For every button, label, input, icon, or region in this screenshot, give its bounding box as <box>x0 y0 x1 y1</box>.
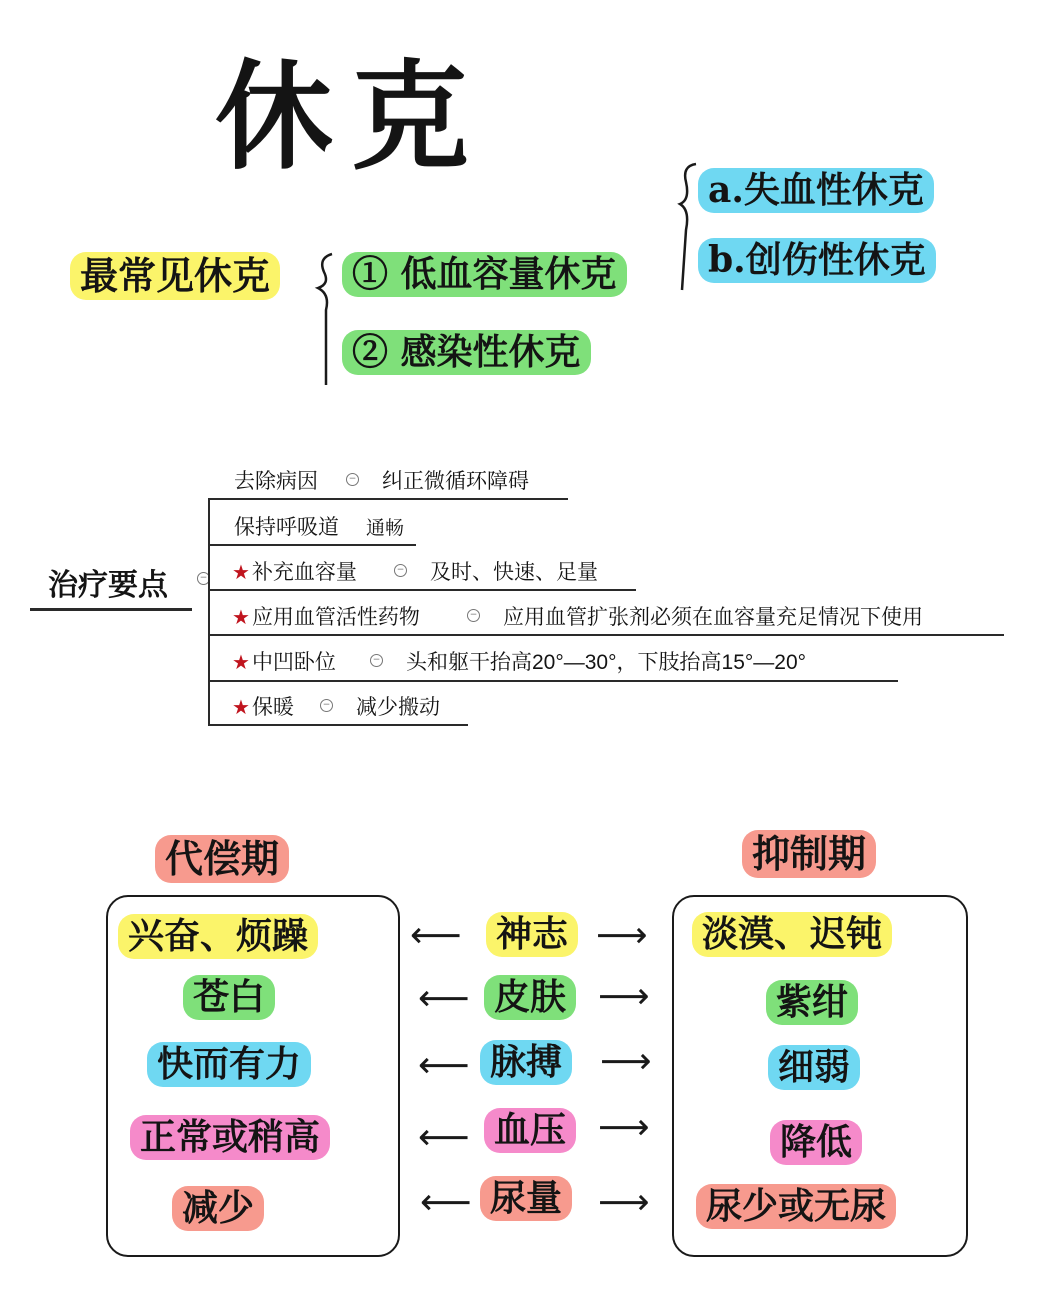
sign-category: 尿量 <box>480 1176 572 1221</box>
left-phase-title: 代偿期 <box>155 835 289 883</box>
left-arrow-icon: ⟵ <box>410 915 462 956</box>
treatment-root: 治疗要点 <box>48 569 168 602</box>
right-arrow-icon: ⟶ <box>600 1041 652 1082</box>
tree-trunk <box>208 500 210 725</box>
branch-line <box>208 498 568 500</box>
subtype-hemorrhagic: a.失血性休克 <box>698 168 934 213</box>
treatment-item-label: 保暖 <box>251 696 294 719</box>
treatment-item-detail: 应用血管扩张剂必须在血容量充足情况下使用 <box>503 606 923 629</box>
sign-category: 脉搏 <box>480 1040 572 1085</box>
treatment-item-label: 中凹卧位 <box>251 651 336 674</box>
right-arrow-icon: ⟶ <box>598 976 650 1017</box>
brace-left <box>310 250 340 390</box>
left-sign: 兴奋、烦躁 <box>118 914 318 959</box>
star-icon: ★ <box>232 652 250 674</box>
star-icon: ★ <box>232 562 250 584</box>
treatment-item-detail: 纠正微循环障碍 <box>382 470 529 493</box>
sign-category: 皮肤 <box>484 975 576 1020</box>
right-sign: 降低 <box>770 1120 862 1165</box>
branch-line <box>208 544 416 546</box>
left-sign: 正常或稍高 <box>130 1115 330 1160</box>
collapse-icon[interactable]: − <box>370 654 383 667</box>
left-sign: 减少 <box>172 1186 264 1231</box>
branch-line <box>208 724 468 726</box>
treatment-item-label-starred <box>232 646 336 676</box>
treatment-item-label: 保持呼吸道 <box>234 516 339 539</box>
left-arrow-icon: ⟵ <box>418 1045 470 1086</box>
right-sign: 尿少或无尿 <box>696 1184 896 1229</box>
right-arrow-icon: ⟶ <box>598 1182 650 1223</box>
treatment-item-label: 补充血容量 <box>251 561 357 584</box>
left-arrow-icon: ⟵ <box>420 1182 472 1223</box>
branch-line <box>208 680 898 682</box>
treatment-item-label: 去除病因 <box>234 470 318 493</box>
right-phase-title: 抑制期 <box>742 830 876 878</box>
right-arrow-icon: ⟶ <box>598 1107 650 1148</box>
collapse-icon[interactable]: − <box>394 564 407 577</box>
collapse-icon[interactable]: − <box>467 609 480 622</box>
branch-line <box>208 634 1004 636</box>
treatment-item-label-starred <box>232 691 294 721</box>
left-sign: 快而有力 <box>147 1042 311 1087</box>
left-arrow-icon: ⟵ <box>418 978 470 1019</box>
right-sign: 紫绀 <box>766 980 858 1025</box>
treatment-item-detail: 头和躯干抬高20°—30°，下肢抬高15°—20° <box>406 651 807 674</box>
sign-category: 血压 <box>484 1108 576 1153</box>
collapse-icon[interactable]: − <box>346 473 359 486</box>
branch-line <box>208 589 636 591</box>
root-underline <box>30 608 192 611</box>
common-shock-label: 最常见休克 <box>70 252 280 300</box>
star-icon: ★ <box>232 697 250 719</box>
collapse-icon[interactable]: − <box>197 572 210 585</box>
right-sign: 淡漠、迟钝 <box>692 912 892 957</box>
treatment-item-detail: 通畅 <box>366 517 405 539</box>
subtype-traumatic: b.创伤性休克 <box>698 238 936 283</box>
type-hypovolemic: ① 低血容量休克 <box>342 252 627 297</box>
treatment-item-label: 应用血管活性药物 <box>251 606 420 629</box>
right-arrow-icon: ⟶ <box>596 915 648 956</box>
left-sign: 苍白 <box>183 975 275 1020</box>
collapse-icon[interactable]: − <box>320 699 333 712</box>
treatment-item-label-starred <box>232 601 420 631</box>
page-title: 休克 <box>215 47 488 186</box>
type-septic: ② 感染性休克 <box>342 330 591 375</box>
right-sign: 细弱 <box>768 1045 860 1090</box>
star-icon: ★ <box>232 607 250 629</box>
treatment-item-label-starred <box>232 556 357 586</box>
treatment-item-detail: 减少搬动 <box>356 696 440 719</box>
left-arrow-icon: ⟵ <box>418 1117 470 1158</box>
sign-category: 神志 <box>486 912 578 957</box>
treatment-item-detail: 及时、快速、足量 <box>430 561 598 584</box>
